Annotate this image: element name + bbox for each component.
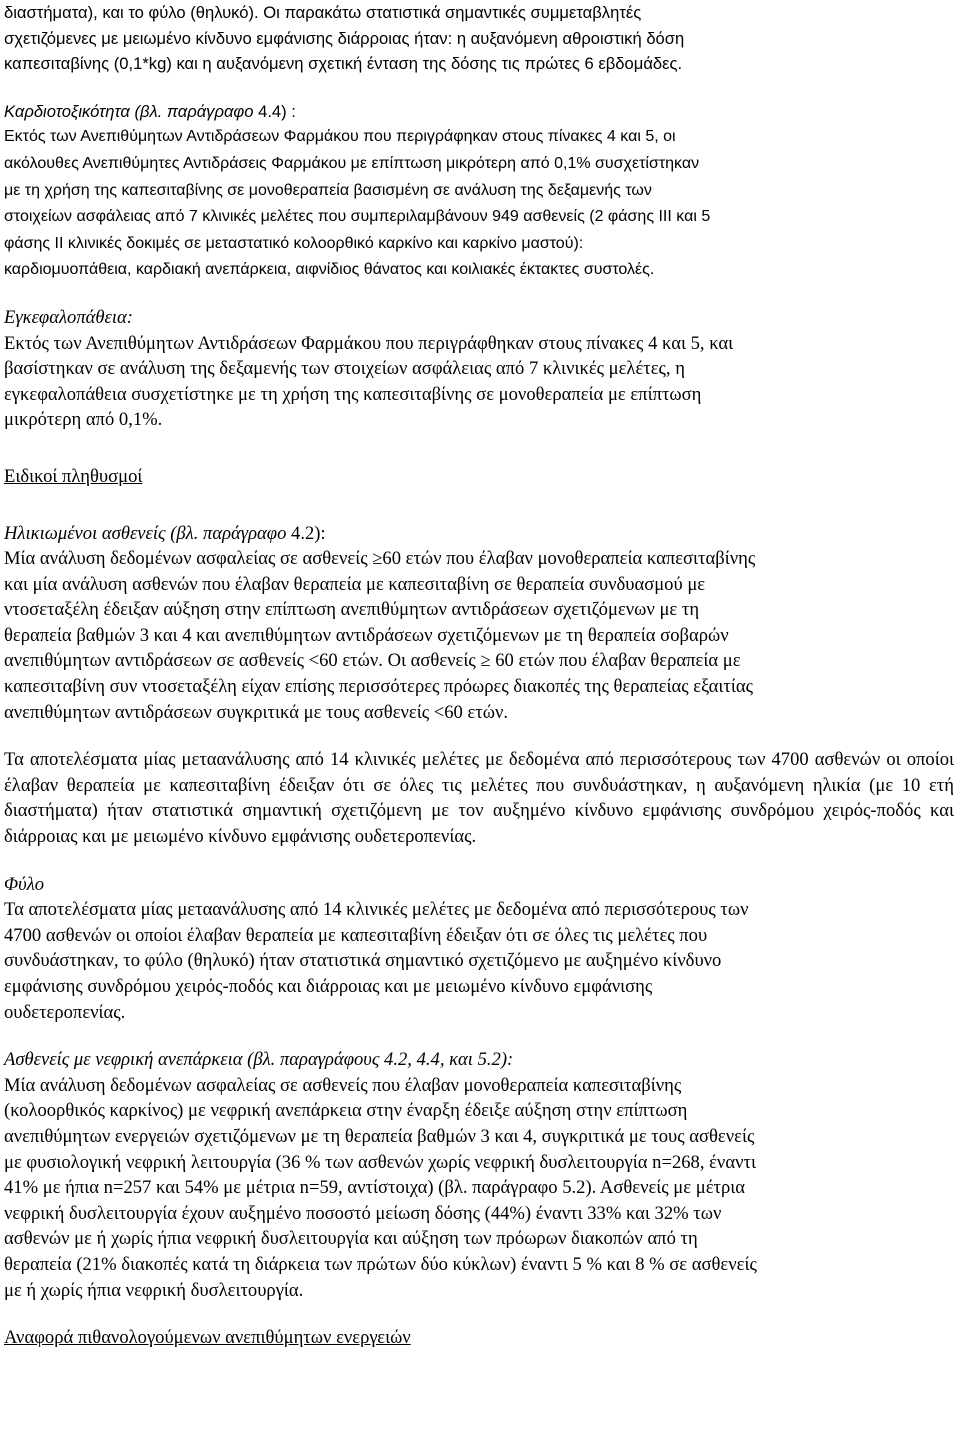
text-line: με ή χωρίς ήπια νεφρική δυσλειτουργία. — [4, 1279, 304, 1301]
cardiotoxicity-heading — [4, 99, 954, 125]
renal-impairment-heading: Ασθενείς με νεφρική ανεπάρκεια (βλ. παραγράφους 4.2, 4.4, και 5.2): — [4, 1049, 514, 1071]
text-line: στοιχείων ασφάλειας από 7 κλινικές μελέτες που συμπεριλαμβάνουν 949 ασθενείς (2 φάσης ΙΙΙ και 5 — [4, 208, 711, 226]
text-line: ακόλουθες Ανεπιθύμητες Αντιδράσεις Φαρμάκου με επίπτωση μικρότερη από 0,1% συσχετίστηκαν — [4, 154, 700, 172]
elderly-heading — [4, 521, 954, 547]
cardiotoxicity-heading-ref: 4.4) : — [253, 101, 296, 121]
text-line: ντοσεταξέλη έδειξαν αύξηση στην επίπτωση ανεπιθύμητων αντιδράσεων σχετιζόμενων με τη — [4, 599, 700, 621]
sex-heading: Φύλο — [4, 873, 45, 895]
text-line: Εκτός των Ανεπιθύμητων Αντιδράσεων Φαρμάκου που περιγράφθηκαν στους πίνακες 4 και 5, και — [4, 332, 734, 354]
text-line: εγκεφαλοπάθεια συσχετίστηκε με τη χρήση της καπεσιταβίνης σε μονοθεραπεία με επίπτωση — [4, 383, 702, 405]
text-line: διαστήματα), και το φύλο (θηλυκό). Οι παρακάτω στατιστικά σημαντικές συμμεταβλητές — [4, 3, 642, 22]
text-line: 4700 ασθενών οι οποίοι έλαβαν θεραπεία με καπεσιταβίνη έδειξαν ότι σε όλες τις μελέτες που — [4, 924, 708, 946]
text-line: σχετιζόμενες με μειωμένο κίνδυνο εμφάνισης διάρροιας ήταν: η αυξανόμενη αθροιστική δόση — [4, 28, 685, 48]
intro-paragraph — [4, 0, 954, 77]
cardiotoxicity-paragraph — [4, 124, 954, 284]
text-line: με τη χρήση της καπεσιταβίνης σε μονοθεραπεία βασισμένη σε ανάλυση της δεξαμενής των — [4, 181, 652, 199]
text-line: συνδυάστηκαν, το φύλο (θηλυκό) ήταν στατιστικά σημαντικό σχετιζόμενο με αυξημένο κίνδυνο — [4, 950, 722, 972]
encephalopathy-paragraph — [4, 331, 954, 433]
text-line: φάσης ΙΙ κλινικές δοκιμές σε μεταστατικό κολοορθικό καρκίνο και καρκίνο μαστού): — [4, 234, 584, 252]
sex-paragraph — [4, 897, 954, 1025]
elderly-paragraph — [4, 546, 954, 725]
text-line: εμφάνισης συνδρόμου χειρός-ποδός και διάρροιας και με μειωμένο κίνδυνο εμφάνισης — [4, 976, 653, 997]
document-page — [4, 0, 954, 1351]
text-line: Μία ανάλυση δεδομένων ασφαλείας σε ασθενείς ≥60 ετών που έλαβαν μονοθεραπεία καπεσιταβίνης — [4, 548, 756, 570]
text-line: ανεπιθύμητων ενεργειών σχετιζόμενων με τη θεραπεία βαθμών 3 και 4, συγκριτικά με τους ασθενείς — [4, 1125, 755, 1147]
text-line: καρδιομυοπάθεια, καρδιακή ανεπάρκεια, αιφνίδιος θάνατος και κοιλιακές έκτακτες συστολές. — [4, 261, 655, 279]
text-line: (κολοορθικός καρκίνος) με νεφρική ανεπάρκεια στην έναρξη έδειξε αύξηση στην επίπτωση — [4, 1100, 688, 1122]
text-line: 41% με ήπια n=257 και 54% με μέτρια n=59, αντίστοιχα) (βλ. παράγραφο 5.2). Ασθενείς με μέτρια — [4, 1177, 745, 1199]
elderly-heading-italic: Ηλικιωμένοι ασθενείς (βλ. παράγραφο — [4, 522, 287, 544]
adverse-reporting-heading: Αναφορά πιθανολογούμενων ανεπιθύμητων ενεργειών — [4, 1327, 411, 1349]
text-line: θεραπεία (21% διακοπές κατά τη διάρκεια των πρώτων δύο κύκλων) έναντι 5 % και 8 % σε ασθενείς — [4, 1253, 757, 1275]
text-line: ανεπιθύμητων αντιδράσεων συγκριτικά με τους ασθενείς <60 ετών. — [4, 701, 509, 723]
text-line: ασθενών με ή χωρίς ήπια νεφρική δυσλειτουργία και αύξηση των πρόωρων διακοπών από τη — [4, 1228, 698, 1250]
text-line: Μία ανάλυση δεδομένων ασφαλείας σε ασθενείς που έλαβαν μονοθεραπεία καπεσιταβίνης — [4, 1074, 682, 1096]
text-line: μικρότερη από 0,1%. — [4, 409, 163, 431]
text-line: με φυσιολογική νεφρική λειτουργία (36 % των ασθενών χωρίς νεφρική δυσλειτουργία n=268, έναντι — [4, 1151, 756, 1173]
text-line: ανεπιθύμητων αντιδράσεων σε ασθενείς <60 ετών. Οι ασθενείς ≥ 60 ετών που έλαβαν θεραπεία με — [4, 650, 741, 672]
text-line: καπεσιταβίνη συν ντοσεταξέλη είχαν επίσης περισσότερες πρόωρες διακοπές της θεραπείας εξαιτίας — [4, 676, 753, 698]
text-line: καπεσιταβίνης (0,1*kg) και η αυξανόμενη σχετική ένταση της δόσης τις πρώτες 6 εβδομάδες. — [4, 54, 683, 74]
renal-impairment-paragraph — [4, 1073, 954, 1303]
text-line: Εκτός των Ανεπιθύμητων Αντιδράσεων Φαρμάκου που περιγράφηκαν στους πίνακες 4 και 5, οι — [4, 128, 676, 146]
text-line: βασίστηκαν σε ανάλυση της δεξαμενής των στοιχείων ασφάλειας από 7 κλινικές μελέτες, η — [4, 358, 685, 380]
cardiotoxicity-heading-italic: Καρδιοτοξικότητα (βλ. παράγραφο — [4, 101, 254, 121]
encephalopathy-heading: Εγκεφαλοπάθεια: — [4, 306, 133, 328]
text-line: Τα αποτελέσματα μίας μεταανάλυσης από 14 κλινικές μελέτες με δεδομένα από περισσότερους των — [4, 899, 749, 921]
text-line: και μία ανάλυση ασθενών που έλαβαν θεραπεία με καπεσιταβίνη σε θεραπεία συνδυασμού με — [4, 573, 706, 595]
elderly-heading-ref: 4.2): — [286, 522, 326, 544]
text-line: νεφρική δυσλειτουργία έχουν αυξημένο ποσοστό μείωση δόσης (44%) έναντι 33% και 32% των — [4, 1202, 722, 1224]
text-line: ουδετεροπενίας. — [4, 1001, 126, 1023]
special-populations-heading: Ειδικοί πληθυσμοί — [4, 465, 143, 487]
age-metaanalysis-paragraph: Τα αποτελέσματα μίας μεταανάλυσης από 14 κλινικές μελέτες με δεδομένα από περισσότερους των 4700 ασθενών οι οποίοι έλαβαν θεραπεία με καπεσιταβίνη έδειξαν ότι σε όλες τις μελέτες που συνδυάστηκαν, η αυξανόμενη ηλικία (με 10 ετή διαστήματα) ήταν στατιστικά σημαντική σχετιζόμενη με τον αυξημένο κίνδυνο εμφάνισης συνδρόμου χειρός-ποδός και διάρροιας και με μειωμένο κίνδυνο εμφάνισης ουδετεροπενίας. — [4, 749, 954, 848]
text-line: θεραπεία βαθμών 3 και 4 και ανεπιθύμητων αντιδράσεων σχετιζόμενων με τη θεραπεία σοβαρών — [4, 624, 729, 646]
